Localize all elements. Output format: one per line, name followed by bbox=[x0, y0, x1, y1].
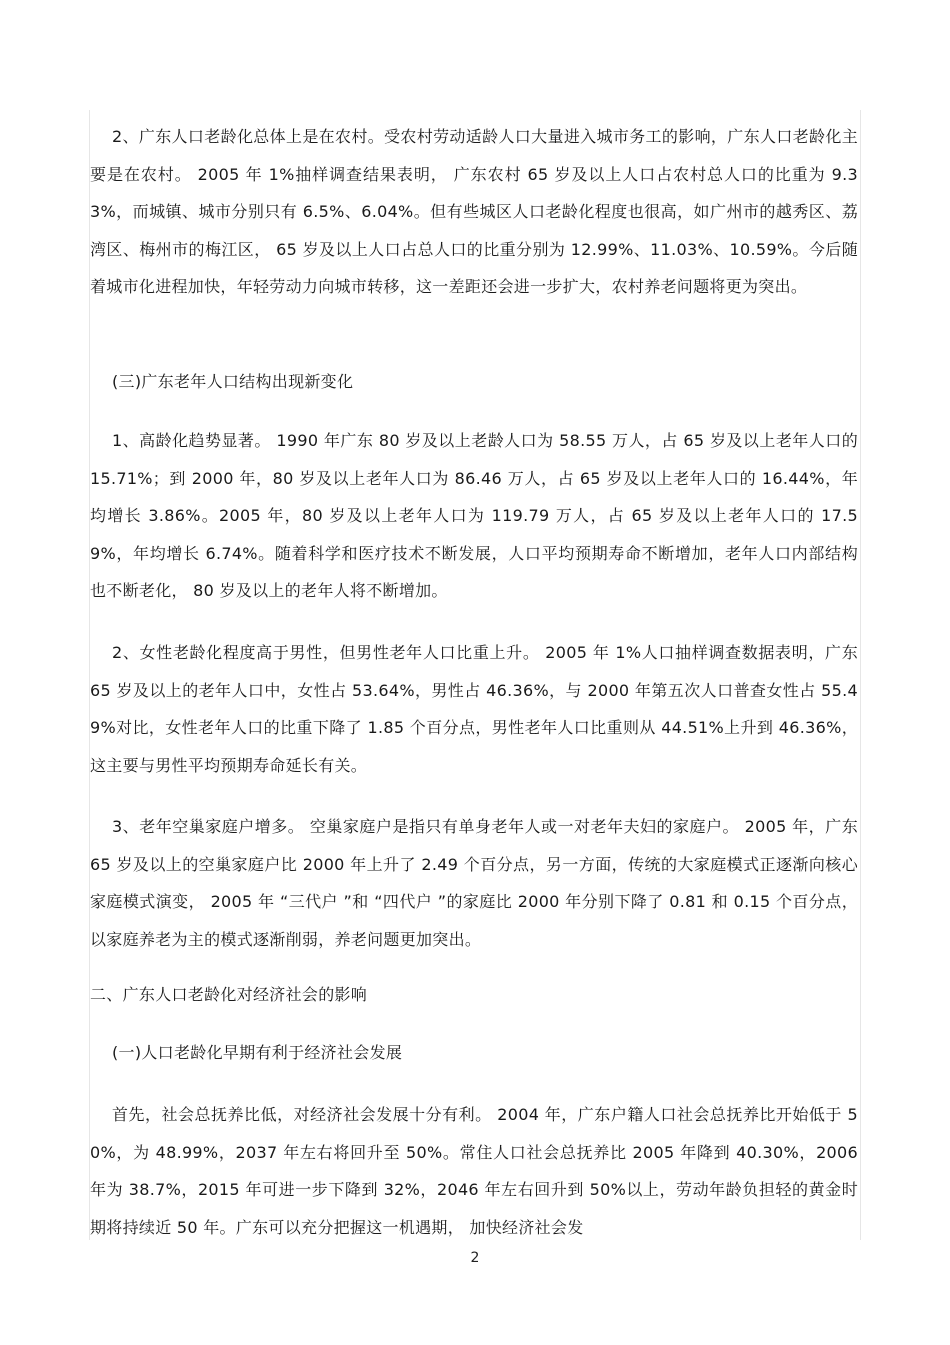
page-number: 2 bbox=[470, 1250, 480, 1266]
paragraph-advanced-aging: 1、高龄化趋势显著。 1990 年广东 80 岁及以上老龄人口为 58.55 万人，占 65 岁及以上老年人口的 15.71%；到 2000 年，80 岁及以上老年人口为 86.46 万人，占 65 岁及以上老年人口的 16.44%，年均增长 3.86%。2005 年，80 岁及以上老年人口为 119.79 万人，占 65 岁及以上老年人口的 17.59%，年均增长 6.74%。随着科学和医疗技术不断发展，人口平均预期寿命不断增加，老年人口内部结构也不断老化， 80 岁及以上的老年人将不断增加。 bbox=[90, 431, 858, 600]
section-heading-early-benefit: (一)人口老龄化早期有利于经济社会发展 bbox=[112, 1043, 403, 1062]
paragraph-rural-aging: 2、广东人口老龄化总体上是在农村。受农村劳动适龄人口大量进入城市务工的影响，广东人口老龄化主要是在农村。 2005 年 1%抽样调查结果表明， 广东农村 65 岁及以上人口占农村总人口的比重为 9.33%，而城镇、城市分别只有 6.5%、6.04%。但有些城区人口老龄化程度也很高，如广州市的越秀区、荔湾区、梅州市的梅江区， 65 岁及以上人口占总人口的比重分别为 12.99%、11.03%、10.59%。今后随着城市化进程加快，年轻劳动力向城市转移，这一差距还会进一步扩大，农村养老问题将更为突出。 bbox=[90, 127, 858, 296]
paragraph-gender-aging: 2、女性老龄化程度高于男性，但男性老年人口比重上升。 2005 年 1%人口抽样调查数据表明，广东 65 岁及以上的老年人口中，女性占 53.64%，男性占 46.36%，与 2000 年第五次人口普查女性占 55.49%对比，女性老年人口的比重下降了 1.85 个百分点，男性老年人口比重则从 44.51%上升到 46.36%，这主要与男性平均预期寿命延长有关。 bbox=[90, 643, 858, 775]
paragraph-dependency-ratio: 首先，社会总抚养比低，对经济社会发展十分有利。 2004 年，广东户籍人口社会总抚养比开始低于 50%，为 48.99%，2037 年左右将回升至 50%。常住人口社会总抚养比 2005 年降到 40.30%，2006 年为 38.7%，2015 年可进一步下降到 32%，2046 年左右回升到 50%以上，劳动年龄负担轻的黄金时期将持续近 50 年。广东可以充分把握这一机遇期， 加快经济社会发 bbox=[90, 1105, 858, 1237]
section-heading-structure-change: (三)广东老年人口结构出现新变化 bbox=[112, 372, 354, 391]
chapter-heading-economic-impact: 二、广东人口老龄化对经济社会的影响 bbox=[90, 985, 368, 1004]
paragraph-empty-nest: 3、老年空巢家庭户增多。 空巢家庭户是指只有单身老年人或一对老年夫妇的家庭户。 2005 年，广东 65 岁及以上的空巢家庭户比 2000 年上升了 2.49 个百分点，另一方面，传统的大家庭模式正逐渐向核心家庭模式演变， 2005 年 “三代户 ”和 “四代户 ”的家庭比 2000 年分别下降了 0.81 和 0.15 个百分点，以家庭养老为主的模式逐渐削弱，养老问题更加突出。 bbox=[90, 817, 858, 949]
